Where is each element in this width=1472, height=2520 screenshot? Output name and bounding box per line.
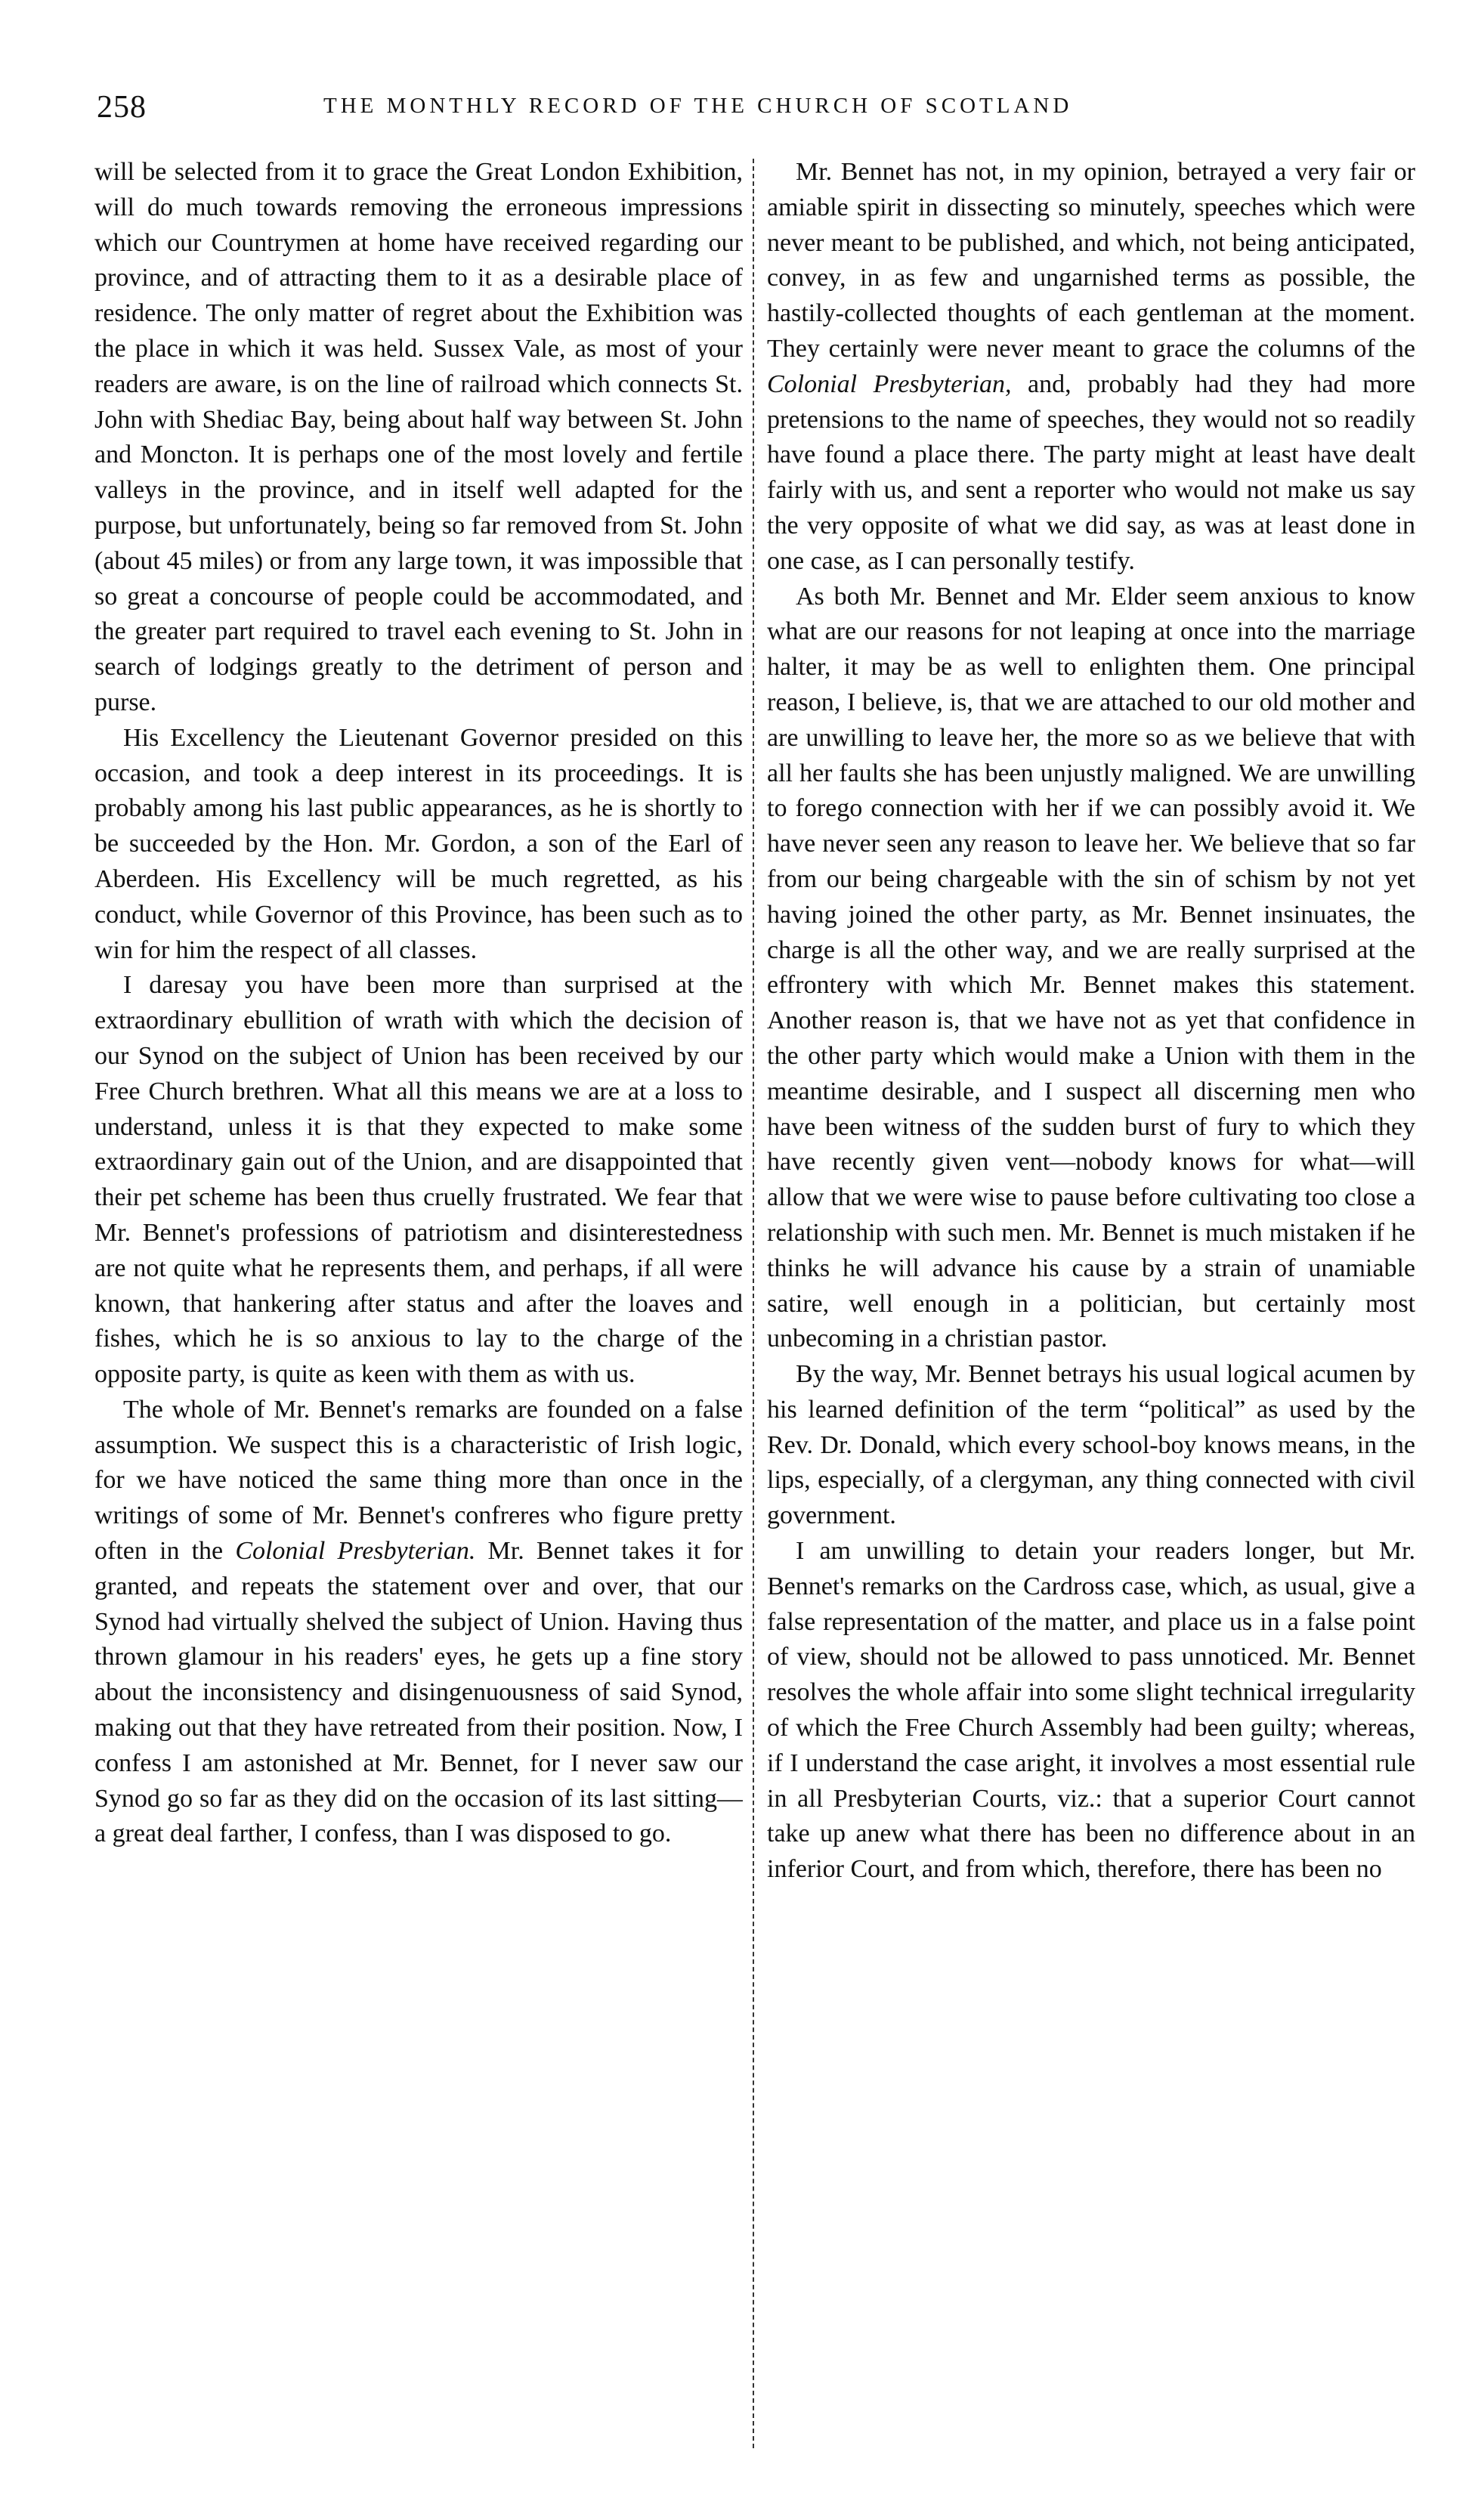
paragraph <box>767 155 1415 580</box>
paragraph: will be selected from it to grace the Great London Exhibition, will do much towards removing the erroneous impressions which our Countrymen at home have received regarding our province, and of attracting them to it as a desirable place of residence. The only matter of regret about the Exhibition was the place in which it was held. Sussex Vale, as most of your readers are aware, is on the line of railroad which connects St. John with Shediac Bay, being about half way between St. John and Moncton. It is perhaps one of the most lovely and fertile valleys in the province, and in itself well adapted for the purpose, but unfortunately, being so far removed from St. John (about 45 miles) or from any large town, it was impossible that so great a concourse of people could be accommodated, and the greater part required to travel each evening to St. John in search of lodgings greatly to the detriment of person and purse. <box>94 158 743 716</box>
paragraph: I daresay you have been more than surprised at the extraordinary ebullition of wrath with which the decision of our Synod on the subject of Union has been received by our Free Church brethren. What all this means we are at a loss to understand, unless it is that they expected to make some extraordinary gain out of the Union, and are disappointed that their pet scheme has been thus cruelly frustrated. We fear that Mr. Bennet's professions of patriotism and disinterestedness are not quite what he represents them, and perhaps, if all were known, that hankering after status and after the loaves and fishes, which he is so anxious to lay to the charge of the opposite party, is quite as keen with them as with us. <box>94 971 743 1389</box>
paragraph-text: Mr. Bennet has not, in my opinion, betrayed a very fair or amiable spirit in dissecting so minutely, speeches which were never meant to be published, and which, not being anticipated, convey, in as few and ungarnished terms as possible, the hastily-collected thoughts of each gentleman at the moment. They certainly were never meant to grace the columns of the <box>767 158 1415 363</box>
page-number: 258 <box>97 90 147 125</box>
paragraph-text: Mr. Bennet takes it for granted, and repeats the statement over and over, that our Synod had virtually shelved the subject of Union. Having thus thrown glamour in his readers' eyes, he gets up a fine story about the inconsistency and disingenuousness of said Synod, making out that they have retreated from their position. Now, I confess I am astonished at Mr. Bennet, for I never saw our Synod go so far as they did on the occasion of its last sitting—a great deal farther, I confess, than I was disposed to go. <box>94 1537 743 1848</box>
left-column <box>94 155 743 2460</box>
italic-title: Colonial Presbyterian, <box>767 369 1012 398</box>
running-head: THE MONTHLY RECORD OF THE CHURCH OF SCOTLAND <box>323 94 1073 118</box>
column-divider <box>753 159 754 2448</box>
paragraph: His Excellency the Lieutenant Governor presided on this occasion, and took a deep interest in its proceedings. It is probably among his last public appearances, as he is shortly to be succeeded by the Hon. Mr. Gordon, a son of the Earl of Aberdeen. His Excellency will be much regretted, as his conduct, while Governor of this Province, has been such as to win for him the respect of all classes. <box>94 723 743 964</box>
italic-title: Colonial Presbyterian. <box>235 1537 476 1566</box>
right-column <box>767 155 1415 2460</box>
page-header <box>97 89 1396 135</box>
paragraph: I am unwilling to detain your readers longer, but Mr. Bennet's remarks on the Cardross case, which, as usual, give a false representation of the matter, and place us in a false point of view, should not be allowed to pass unnoticed. Mr. Bennet resolves the whole affair into some slight technical irregularity of which the Free Church Assembly had been guilty; whereas, if I understand the case aright, it involves a most essential rule in all Presbyterian Courts, viz.: that a superior Court cannot take up anew what there has been no difference about in an inferior Court, and from which, therefore, there has been no <box>767 1537 1415 1884</box>
paragraph-text: The whole of Mr. Bennet's remarks are founded on a false assumption. We suspect this is a characteristic of Irish logic, for we have noticed the same thing more than once in the writings of some of Mr. Bennet's confreres who figure pretty often in the <box>94 1395 743 1566</box>
paragraph: By the way, Mr. Bennet betrays his usual logical acumen by his learned definition of the term “political” as used by the Rev. Dr. Donald, which every school-boy knows means, in the lips, especially, of a clergyman, any thing connected with civil government. <box>767 1360 1415 1530</box>
paragraph: As both Mr. Bennet and Mr. Elder seem anxious to know what are our reasons for not leaping at once into the marriage halter, it may be as well to enlighten them. One principal reason, I believe, is, that we are attached to our old mother and are unwilling to leave her, the more so as we believe that with all her faults she has been unjustly maligned. We are unwilling to forego connection with her if we can possibly avoid it. We have never seen any reason to leave her. We believe that so far from our being chargeable with the sin of schism by not yet having joined the other party, as Mr. Bennet insinuates, the charge is all the other way, and we are really surprised at the effrontery with which Mr. Bennet makes this statement. Another reason is, that we have not as yet that confidence in the other party which would make a Union with them in the meantime desirable, and I suspect all discerning men who have been witness of the sudden burst of fury to which they have recently given vent—nobody knows for what—will allow that we were wise to pause before cultivating too close a relationship with such men. Mr. Bennet is much mistaken if he thinks he will advance his cause by a strain of unamiable satire, well enough in a politician, but certainly most unbecoming in a christian pastor. <box>767 582 1415 1353</box>
paragraph-text: and, probably had they had more pretensions to the name of speeches, they would not so readily have found a place there. The party might at least have dealt fairly with us, and sent a reporter who would not make us say the very opposite of what we did say, as was at least done in one case, as I can personally testify. <box>767 369 1415 575</box>
paragraph <box>94 1393 743 1852</box>
